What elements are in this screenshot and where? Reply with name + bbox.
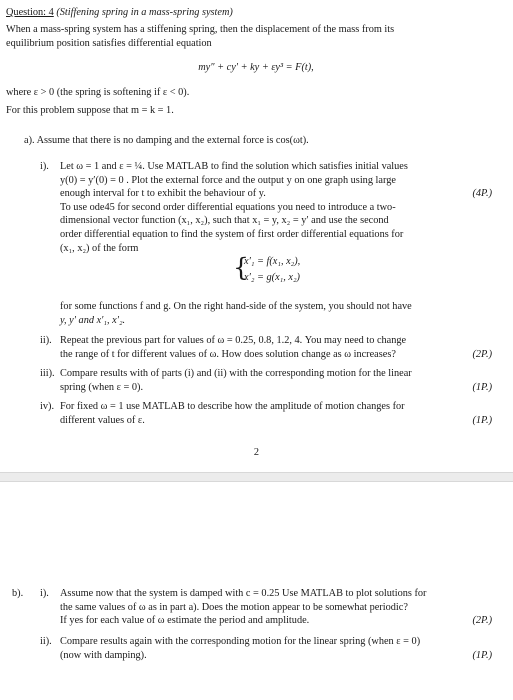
part-a-item-iii — [40, 367, 492, 395]
intro-line-1: When a mass-spring system has a stiffening spring, then the displacement of the mass from its — [6, 24, 395, 35]
item-line: Assume now that the system is damped with c = 0.25 Use MATLAB to plot solutions for — [60, 588, 427, 599]
item-line: the same values of ω as in part a). Does the motion appear to be somewhat periodic? — [60, 601, 408, 613]
part-a-label: a). — [24, 135, 35, 146]
points-mark: (4P.) — [472, 188, 492, 200]
page-2 — [0, 482, 513, 700]
intro-line-2: equilibrium position satisfies differential equation — [6, 37, 212, 49]
item-number: iii). — [40, 368, 55, 379]
item-number: iv). — [40, 401, 55, 412]
item-line: dimensional vector function (x₁, x₂), such that x₁ = y, x₂ = y′ and use the second — [60, 215, 389, 227]
points-mark: (2P.) — [472, 615, 492, 627]
intro-line-4: For this problem suppose that m = k = 1. — [6, 105, 174, 116]
item-line: To use ode45 for second order differential equations you need to introduce a two- — [60, 201, 396, 213]
item-number: i). — [40, 588, 49, 599]
item-line: different values of ε. — [60, 414, 145, 426]
item-line: Let ω = 1 and ε = ¼. Use MATLAB to find the solution which satisfies initial values — [60, 161, 408, 172]
item-line: Compare results again with the corresponding motion for the linear spring (when ε = 0) — [60, 636, 421, 647]
system-eq-1: x′₁ = f(x₁, x₂), — [244, 256, 301, 267]
points-mark: (1P.) — [472, 649, 492, 661]
item-line: y(0) = y′(0) = 0 . Plot the external force and the output y on one graph using large — [60, 174, 396, 186]
part-b-item-ii — [40, 635, 492, 663]
question-header — [6, 6, 506, 20]
points-mark: (1P.) — [472, 381, 492, 393]
points-mark: (1P.) — [472, 414, 492, 426]
item-line: the range of t for different values of ω. How does solution change as ω increases? — [60, 348, 396, 360]
item-line: Repeat the previous part for values of ω = 0.25, 0.8, 1.2, 4. You may need to change — [60, 335, 407, 346]
item-line: for some functions f and g. On the right hand-side of the system, you should not have — [60, 301, 412, 312]
item-number: i). — [40, 161, 49, 172]
part-a-item-iv — [40, 400, 492, 428]
item-line: For fixed ω = 1 use MATLAB to describe how the amplitude of motion changes for — [60, 401, 405, 412]
page-break — [0, 472, 513, 482]
item-number: ii). — [40, 335, 52, 346]
part-a-text: Assume that there is no damping and the external force is cos(ωt). — [36, 135, 309, 146]
question-label: Question: 4 — [6, 7, 54, 18]
item-line: y, y′ and x′₁, x′₂. — [60, 314, 126, 326]
page-number: 2 — [253, 447, 260, 458]
item-line: (x₁, x₂) of the form — [60, 242, 139, 254]
item-line: order differential equation to find the system of first order differential equations for — [60, 228, 404, 240]
intro-paragraph — [6, 23, 506, 50]
item-number: ii). — [40, 636, 52, 647]
question-topic: (Stiffening spring in a mass-spring system) — [56, 7, 233, 18]
part-a-heading — [24, 134, 494, 148]
item-line: Compare results with of parts (i) and (ii) with the corresponding motion for the linear — [60, 368, 412, 379]
item-line: enough interval for t to exhibit the behaviour of y. — [60, 188, 266, 200]
intro-line-3: where ε > 0 (the spring is softening if ε < 0). — [6, 87, 190, 98]
item-line: If yes for each value of ω estimate the period and amplitude. — [60, 615, 310, 627]
part-b-label: b). — [12, 588, 24, 599]
points-mark: (2P.) — [472, 348, 492, 360]
part-b-item-i — [40, 587, 492, 631]
main-equation: my″ + cy′ + ky + εy³ = F(t), — [198, 62, 314, 73]
item-line: (now with damping). — [60, 649, 147, 661]
system-eq-2: x′₂ = g(x₁, x₂) — [244, 272, 300, 283]
item-line: spring (when ε = 0). — [60, 381, 144, 393]
part-a-item-i-continued — [60, 300, 492, 327]
system-brace: { — [233, 253, 249, 282]
part-a-item-ii — [40, 334, 492, 362]
